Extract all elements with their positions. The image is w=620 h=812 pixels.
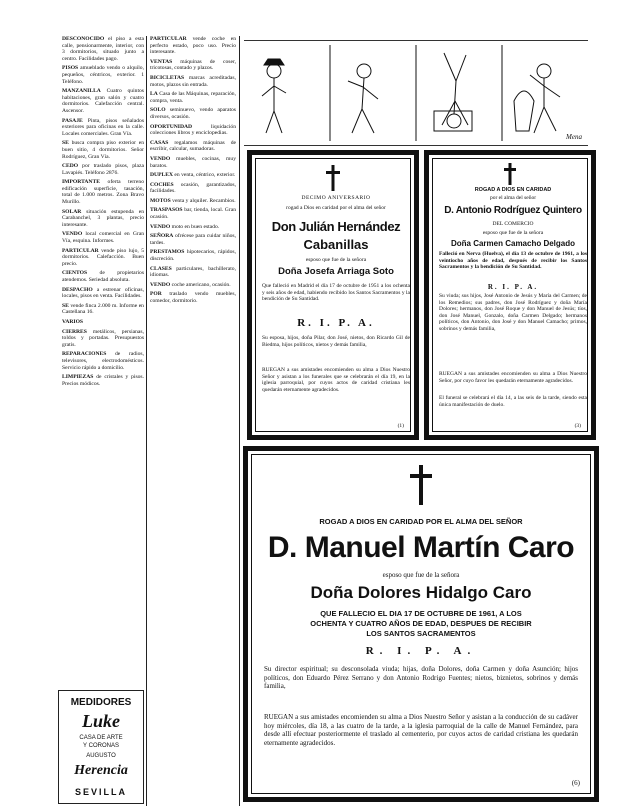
obituary-request: RUEGAN a sus amistades encomienden su alma a Dios Nuestro Señor y asistan a los funerales que se celebrarán el día 19, en la iglesia parroquial, por cuyos actos de caridad cristiana les quedarán eternamente agradecidos. xyxy=(262,367,410,393)
classified-lead: VENDO xyxy=(150,155,171,162)
ad-line: Herencia xyxy=(74,763,128,778)
classified-lead: VENDO xyxy=(150,281,171,288)
classified-lead: VENDO xyxy=(150,223,171,230)
classified-lead: SEÑORA xyxy=(150,233,174,240)
obituary-request: RUEGAN a sus amistades encomienden su alma a Dios Nuestro Señor y asistan a la conducción de su cadáver hoy miércoles, día 18, a las cuatro de la tarde, a la iglesia parroquial de la calle de Manuel Fernández, para desde allí efectuar posteriormente el traslado al cementerio, por cuyos actos de caridad cristiana les quedarán eternamente agradecidos. xyxy=(264,713,578,747)
classified-ad xyxy=(62,351,144,371)
classified-ad xyxy=(62,374,144,387)
classified-ad xyxy=(150,291,236,304)
classified-lead: POR xyxy=(150,291,162,298)
obituary-family: Su director espiritual; su desconsolada viuda; hijas, doña Dolores, doña Carmen y doña Asunción; hijos políticos, don Eduardo Pérez Serrano y don Antonio Rodrigo Fuentes; nietos, biznietos, sobrinos y demás familia, xyxy=(264,665,578,691)
classified-text: local comercial en Gran Vía, esquina. Informes. xyxy=(62,231,144,245)
classified-lead: VENDO xyxy=(62,231,83,238)
wife-intro: esposo que fue de la señora xyxy=(382,571,460,579)
wife-name: Doña Dolores Hidalgo Caro xyxy=(310,583,532,602)
classified-ad xyxy=(62,88,144,114)
column-rule xyxy=(146,36,147,806)
classified-ad xyxy=(62,329,144,349)
classified-text: Cuatro quintos habitaciones, gran salón y cuatro dormitorios. Calefacción central. Ascensor. xyxy=(62,88,144,114)
death-line-3: LOS SANTOS SACRAMENTOS xyxy=(366,629,476,638)
classified-text: ocasión, garantizados, facilidades. xyxy=(150,181,236,195)
ad-brand: Luke xyxy=(82,711,120,731)
classified-ad xyxy=(62,270,144,283)
classified-text: vende finca 2.000 m. Informe en Castellana 16. xyxy=(62,302,144,316)
classified-ad xyxy=(150,36,236,56)
classified-ad xyxy=(62,36,144,62)
classified-lead: CLASES xyxy=(150,265,172,272)
obituary-anniversary: DECIMO ANIVERSARIO xyxy=(301,195,371,201)
cartoon-drawing xyxy=(244,41,588,145)
classified-text: vende piso lujo, 5 dormitorios. Calefacción. Buen precio. xyxy=(62,247,144,267)
classified-lead: SOLO xyxy=(150,107,166,114)
classified-ad xyxy=(62,303,144,316)
cross-icon xyxy=(410,465,432,505)
deceased-role: DEL COMERCIO xyxy=(492,221,534,227)
classified-ad xyxy=(150,124,236,137)
classified-ad xyxy=(62,163,144,176)
classified-lead: CEDO xyxy=(62,163,79,170)
classified-ad xyxy=(150,182,236,195)
classified-lead: BICICLETAS xyxy=(150,74,185,81)
classified-ad xyxy=(150,207,236,220)
wife-name: Doña Josefa Arriaga Soto xyxy=(278,266,394,277)
classified-lead: VENTAS xyxy=(150,58,173,65)
obituary-funeral: El funeral se celebrará el día 14, a las seis de la tarde, siendo esta única manifestación de duelo. xyxy=(439,395,587,408)
ad-line: CASA DE ARTE xyxy=(79,735,123,741)
classified-lead: REPARACIONES xyxy=(62,351,107,358)
classified-ad xyxy=(62,248,144,268)
classified-ad xyxy=(150,249,236,262)
deceased-name: D. Manuel Martín Caro xyxy=(267,531,575,564)
classified-text: el piso a esta calle, pensionarmente, interior, con 3 dormitorios, situado junto a centro. Facilidades pago. xyxy=(62,36,144,62)
ripa: R. I. P. A. xyxy=(365,645,477,657)
obituary-footnote: (1) xyxy=(397,423,404,429)
death-line-1: QUE FALLECIO EL DIA 17 DE OCTUBRE DE 1961, A LOS xyxy=(320,609,522,618)
wife-name: Doña Carmen Camacho Delgado xyxy=(450,239,576,248)
classified-lead: LA xyxy=(150,91,158,98)
classified-lead: TRASPASOS xyxy=(150,207,183,214)
classified-ad xyxy=(150,233,236,246)
obituary-pray-2: por el alma del señor xyxy=(489,195,537,201)
classified-text: traslado vendo muebles, comedor, dormitorio. xyxy=(150,291,236,304)
classified-lead: PARTICULAR xyxy=(62,247,99,254)
obituary-pray: ROGAD A DIOS EN CARIDAD POR EL ALMA DEL SEÑOR xyxy=(319,517,523,526)
classified-ad xyxy=(150,198,236,205)
classified-text: moto en buen estado. xyxy=(171,223,220,230)
classified-text: hipotecarios, rápidos, discreción. xyxy=(150,249,236,263)
obituary-footnote: (3) xyxy=(574,423,581,429)
obituary-family: Su viuda; sus hijos, José Antonio de Jesús y María del Carmen; de los Remedios; sus padres, don José Rodríguez y doña María Dolores; hermanos, don José Roque y don Manuel de Jesús; tíos, don José Manuel, Gonzalo, doña Carmen Delgado; hermanos políticos, don Antonio, don José y don Manuel Camacho; primos, sobrinos y demás familia, xyxy=(439,293,587,332)
classified-ad xyxy=(150,140,236,153)
classified-text: situación estupenda en Carabanchel, 3 plantas, precio interesante. xyxy=(62,208,144,228)
classified-text: amueblado vendo o alquilo, pequeños, céntricos, exterior. 1 Teléfono. xyxy=(62,65,144,85)
classified-text: por traslado pisos, plaza Lavapiés. Teléfono 2876. xyxy=(62,163,144,176)
classified-lead: IMPORTANTE xyxy=(62,179,100,186)
classified-text: ofrécese para cuidar niños, tardes. xyxy=(150,233,236,246)
classified-text: marcas acreditadas, motos, plazos sin entrada. xyxy=(150,74,236,88)
classified-text: vende coche en perfecto estado, poco uso. Precio interesante. xyxy=(150,36,236,56)
classified-text: en venta, céntrico, exterior. xyxy=(174,172,236,179)
classified-text: de propietarios atendemos. Seriedad absoluta. xyxy=(62,270,144,283)
classified-ad xyxy=(150,91,236,104)
classified-ad xyxy=(62,118,144,138)
obituary-pray: rogad a Dios en caridad por el alma del señor xyxy=(286,205,386,211)
classified-text: de radios, televisores, electrodomésticos. Servicio rápido a domicilio. xyxy=(62,351,144,371)
column-rule xyxy=(239,36,240,806)
classified-lead: PARTICULAR xyxy=(150,36,187,42)
cross-icon xyxy=(326,165,340,191)
classified-lead: PASAJE xyxy=(62,117,83,124)
classified-lead: SOLAR xyxy=(62,208,82,215)
obituary-request: RUEGAN a sus amistades encomienden su alma a Dios Nuestro Señor, por cuyo favor les quedarán eternamente agradecidos. xyxy=(439,371,587,384)
classified-ad xyxy=(150,75,236,88)
classified-text: a estrenar oficinas, locales, pisos en venta. Facilidades. xyxy=(62,286,144,300)
classifieds-column-1 xyxy=(62,36,144,626)
ripa: R. I. P. A. xyxy=(487,283,539,291)
classified-lead: DESPACHO xyxy=(62,286,93,293)
classified-lead: DUPLEX xyxy=(150,172,173,179)
classified-ad xyxy=(62,209,144,229)
obituary-footnote: (6) xyxy=(571,779,580,787)
classifieds-column-2 xyxy=(150,36,236,812)
classified-lead: COCHES xyxy=(150,181,174,188)
classified-text: liquidación colecciones libros y enciclopedias. xyxy=(150,123,236,137)
obituary-rodriguez xyxy=(424,150,596,440)
classified-lead: PISOS xyxy=(62,65,79,72)
deceased-name-2: Cabanillas xyxy=(303,237,369,252)
obituary-pray: ROGAD A DIOS EN CARIDAD xyxy=(474,187,552,193)
death-line-2: OCHENTA Y CUATRO AÑOS DE EDAD, DESPUES DE RECIBIR xyxy=(310,619,532,628)
classified-text: metálicos, persianas, toldos y portadas. Presupuestos gratis. xyxy=(62,328,144,348)
classified-text: Casa de las Máquinas, reparación, compra, venta. xyxy=(150,91,236,104)
classified-ad xyxy=(150,107,236,120)
ad-line: MEDIDORES xyxy=(70,697,132,708)
cross-icon xyxy=(504,163,516,185)
obituary-family: Su esposa, hijos, doña Pilar, don José, nietos, don Ricardo Gil de Biedma, hijos políticos, nietos y demás familia, xyxy=(262,335,410,348)
classified-lead: SE xyxy=(62,140,69,147)
classified-text: de cristales y pisos. Precios módicos. xyxy=(62,374,144,387)
advertisement-box xyxy=(58,690,144,804)
classified-lead: SE xyxy=(62,302,69,309)
cartoon-strip xyxy=(244,40,588,146)
classified-lead: MANZANILLA xyxy=(62,88,101,95)
ad-line: AUGUSTO xyxy=(86,753,116,759)
classified-text: particulares, bachillerato, idiomas. xyxy=(150,265,236,279)
classified-ad xyxy=(150,266,236,279)
wife-intro: esposo que fue de la señora xyxy=(482,230,544,236)
classified-lead: VARIOS xyxy=(62,318,84,325)
classified-text: coche americano, ocasión. xyxy=(171,281,231,288)
obituary-hernandez xyxy=(247,150,419,440)
classified-lead: CIERRES xyxy=(62,328,87,335)
classified-text: máquinas de coser, tricotosas, contado y plazos. xyxy=(150,58,236,72)
classified-ad xyxy=(150,282,236,289)
classified-ad xyxy=(62,287,144,300)
obituary-body: Que falleció en Madrid el día 17 de octubre de 1951 a los ochenta y seis años de edad, habiendo recibido los Santos Sacramentos y la bendición de Su Santidad. xyxy=(262,283,410,302)
classified-ad xyxy=(150,172,236,179)
obituary-body: Falleció en Nerva (Huelva), el día 13 de octubre de 1961, a los veintiocho años de edad, después de recibir los Santos Sacramentos y la bendición de Su Santidad. xyxy=(439,251,587,270)
classified-lead: LIMPIEZAS xyxy=(62,374,94,381)
classified-text: regalamos máquinas de escribir, calcular, sumadoras. xyxy=(150,139,236,153)
classified-text: busca compra piso exterior en buen sitio, 4 dormitorios. Señor Rodríguez, Gran Vía. xyxy=(62,140,144,160)
classified-ad xyxy=(62,319,144,326)
classified-text: muebles, cocinas, muy baratos. xyxy=(150,155,236,169)
classified-lead: CASAS xyxy=(150,139,169,146)
classified-lead: PRESTAMOS xyxy=(150,249,185,256)
classified-ad xyxy=(150,59,236,72)
classified-ad xyxy=(62,140,144,160)
classified-text: oferta terreno edificación superficie, tasación, total de 1.000 metros. Zona Bravo Murillo. xyxy=(62,179,144,206)
classified-lead: OPORTUNIDAD xyxy=(150,123,193,130)
classified-ad xyxy=(150,224,236,231)
deceased-name: Don Julián Hernández xyxy=(271,219,401,234)
ad-line: Y CORONAS xyxy=(83,743,119,749)
ad-line: SEVILLA xyxy=(74,787,127,797)
classified-lead: MOTOS xyxy=(150,197,171,204)
classified-text: seminuevo, vendo aparatos diversos, ocasión. xyxy=(150,107,236,120)
classified-text: bar, tienda, local. Gran ocasión. xyxy=(150,207,236,221)
classified-ad xyxy=(62,179,144,205)
ripa: R. I. P. A. xyxy=(297,317,375,329)
classified-lead: DESCONOCIDO xyxy=(62,36,105,42)
classified-text: venta y alquiler. Recambios. xyxy=(172,197,236,204)
classified-ad xyxy=(62,65,144,85)
wife-intro: esposo que fue de la señora xyxy=(305,257,367,263)
obituary-martin-caro xyxy=(243,446,599,802)
cartoon-signature: Mena xyxy=(566,133,582,141)
classified-ad xyxy=(62,231,144,244)
classified-text: Pinta, pisos señalados exteriores para oficinas en la calle. Locales comerciales. Gran Vía. xyxy=(62,117,144,137)
deceased-name: D. Antonio Rodríguez Quintero xyxy=(444,205,582,216)
classified-lead: CIENTOS xyxy=(62,270,88,277)
classified-ad xyxy=(150,156,236,169)
